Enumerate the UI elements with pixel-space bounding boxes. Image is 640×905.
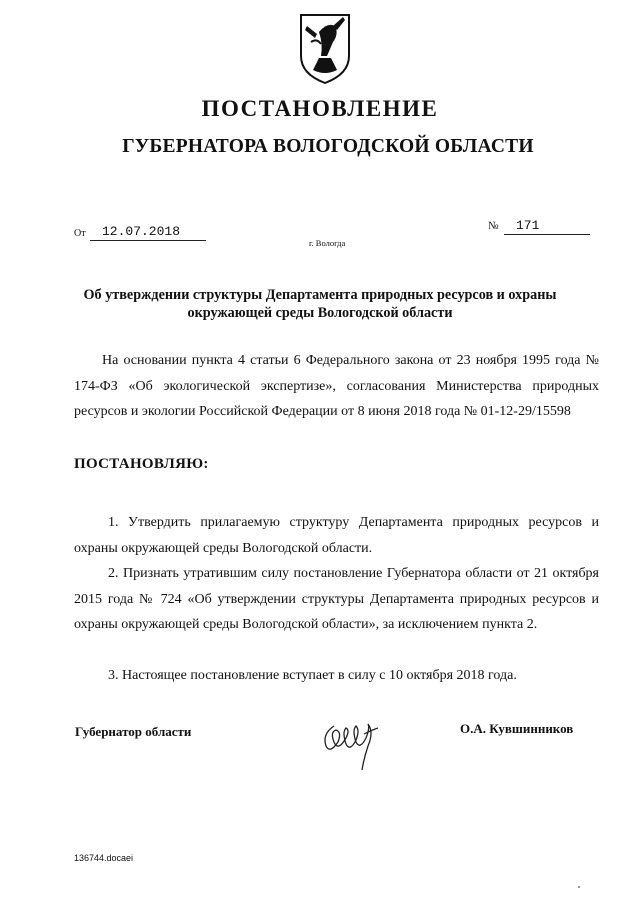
document-title: Об утверждении структуры Департамента природных ресурсов и охраны окружающей среды Вологодской области (83, 287, 557, 321)
list-item: 3. Настоящее постановление вступает в силу с 10 октября 2018 года. (108, 668, 517, 683)
date-value: 12.07.2018 (90, 224, 206, 241)
document-number: 171 (504, 218, 590, 235)
scan-speck (578, 886, 580, 888)
handwritten-signature (318, 712, 388, 772)
number-label: № (488, 220, 499, 232)
list-item: 2. Признать утратившим силу постановление Губернатора области от 21 октября 2015 года № 724 «Об утверждении структуры Департамента природных ресурсов и охраны окружающей среды Вологодской области», за исключением пункта 2. (74, 566, 599, 632)
list-item: 1. Утвердить прилагаемую структуру Департамента природных ресурсов и охраны окружающей среды Вологодской области. (74, 515, 599, 556)
date-label: От (74, 228, 86, 239)
signatory-position: Губернатор области (75, 724, 192, 739)
issuer-heading: ГУБЕРНАТОРА ВОЛОГОДСКОЙ ОБЛАСТИ (122, 136, 534, 157)
signatory-name: О.А. Кувшинников (460, 721, 574, 736)
coat-of-arms-emblem (297, 12, 353, 86)
decree-label: ПОСТАНОВЛЯЮ: (74, 456, 209, 472)
basis-paragraph: На основании пункта 4 статьи 6 Федерального закона от 23 ноября 1995 года № 174-ФЗ «Об экологической экспертизе», согласования Министерства природных ресурсов и экологии Российской Федерации от 8 июня 2018 года № 01-12-29/15598 (74, 353, 599, 419)
file-reference: 136744.docaei (74, 853, 134, 863)
city-label: г. Вологда (309, 238, 346, 248)
document-type-heading: ПОСТАНОВЛЕНИЕ (201, 96, 439, 121)
